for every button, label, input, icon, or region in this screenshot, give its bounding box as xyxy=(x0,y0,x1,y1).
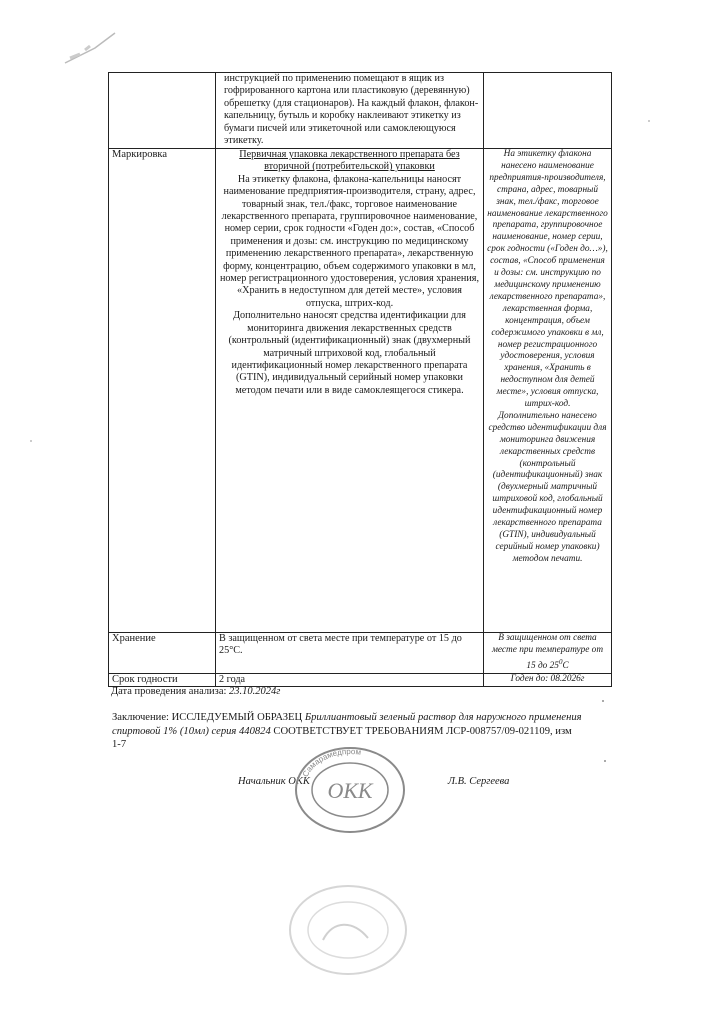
storage-label: Хранение xyxy=(112,633,156,644)
marking-result-2: Дополнительно нанесено средство идентификации для мониторинга движения лекарственных средств (контрольный (идентификационный) знак (двухмерный матричный штриховой код, глобальный идентификационный номер лекарственного препарата (GTIN), индивидуальный серийный номер упаковки) методом печати. xyxy=(488,410,607,564)
marking-paragraph-1: На этикетку флакона, флакона-капельницы наносят наименование предприятия-производителя, страну, адрес, товарный знак, тел./факс, торговое наименование лекарственного препарата, группировочное наименование, номер серии, срок годности «Годен до:», состав, «Способ применения и дозы: см. инструкцию по медицинскому применению лекарственного препарата», лекарственную форму, концентрацию, объем содержимого упаковки в мл, номер регистрационного удостоверения, условия хранения, «Хранить в недоступном для детей месте», условия отпуска, штрих-код. xyxy=(219,173,480,309)
marking-heading: Первичная упаковка лекарственного препарата без вторичной (потребительской) упаковки xyxy=(239,149,460,173)
signature-role: Начальник ОКК xyxy=(238,776,310,787)
packaging-label-cell xyxy=(109,73,216,149)
shelf-requirement-cell xyxy=(216,673,484,686)
analysis-table xyxy=(108,72,612,687)
table-row-storage xyxy=(109,633,612,674)
conclusion-product: Бриллиантовый зеленый раствор для наружного применения спиртовой 1% (10мл) серия 440824 xyxy=(112,712,582,737)
analysis-date xyxy=(111,686,280,697)
packaging-requirement-text: инструкцией по применению помещают в ящик из гофрированного картона или пластиковую (деревянную) обрешетку (для стационаров). На каждый флакон, флакон-капельницу, бутыль и коробку наклеивают этикетку из бумаги писчей или этикеточной или самоклеющуюся этикетку. xyxy=(224,73,479,147)
shelf-life-result: Годен до: 08.2026г xyxy=(510,673,585,684)
okk-stamp xyxy=(290,742,410,838)
storage-result-cell xyxy=(484,633,612,674)
stamp-center-text: ОКК xyxy=(327,778,373,803)
analysis-date-value: 23.10.2024г xyxy=(229,686,281,697)
storage-result-text: В защищенном от света месте при температуре от 15 до 25 xyxy=(491,633,604,671)
degree-superscript: 0 xyxy=(558,657,563,666)
shelf-life-label: Срок годности xyxy=(112,673,178,685)
table-row-marking xyxy=(109,149,612,633)
storage-result-unit: С xyxy=(562,660,569,671)
signature-name: Л.В. Сергеева xyxy=(447,776,510,787)
marking-label: Маркировка xyxy=(112,149,168,160)
shelf-label-cell xyxy=(109,673,216,686)
marking-paragraph-2: Дополнительно наносят средства идентификации для мониторинга движения лекарственных средств (контрольный (идентификационный) знак (двухмерный матричный штриховой код, глобальный идентификационный номер лекарственного препарата (GTIN), индивидуальный серийный номер упаковки методом печати или в виде самоклеящегося стикера. xyxy=(228,310,471,396)
table-row-shelf-life xyxy=(109,673,612,686)
marking-label-cell xyxy=(109,149,216,633)
storage-result xyxy=(492,633,603,671)
scan-corner-mark xyxy=(60,28,120,68)
storage-label-cell xyxy=(109,633,216,674)
conclusion-tail: СООТВЕТСТВУЕТ ТРЕБОВАНИЯМ ЛСР-008757/09-021109, изм 1-7 xyxy=(112,725,572,750)
marking-result-cell xyxy=(484,149,612,633)
packaging-requirement-cell xyxy=(216,73,484,149)
stamp-ring-text: Самарамедпром xyxy=(300,746,362,779)
stamp-bleed-through xyxy=(283,880,413,980)
shelf-life-requirement: 2 года xyxy=(219,673,246,685)
analysis-date-label: Дата проведения анализа: xyxy=(111,686,227,697)
table-row-packaging xyxy=(109,73,612,149)
packaging-result-cell xyxy=(484,73,612,149)
storage-requirement-cell xyxy=(216,633,484,674)
conclusion-lead: Заключение: ИССЛЕДУЕМЫЙ ОБРАЗЕЦ xyxy=(112,712,303,723)
marking-result-1: На этикетку флакона нанесено наименование предприятия-производителя, страна, адрес, товарный знак, тел./факс, торговое наименование лекарственного препарата, группировочное наименование, номер серии, срок годности («Годен до…»), состав, «Способ применения и дозы: см. инструкцию по медицинскому применению лекарственного препарата», лекарственная форма, концентрация, объем содержимого упаковки в мл, номер регистрационного удостоверения, условия хранения, «Хранить в недоступном для детей месте», условия отпуска, штрих-код. xyxy=(487,149,608,410)
storage-requirement: В защищенном от света месте при температуре от 15 до 25°С. xyxy=(219,633,462,657)
marking-requirement-cell xyxy=(216,149,484,633)
shelf-result-cell xyxy=(484,673,612,686)
